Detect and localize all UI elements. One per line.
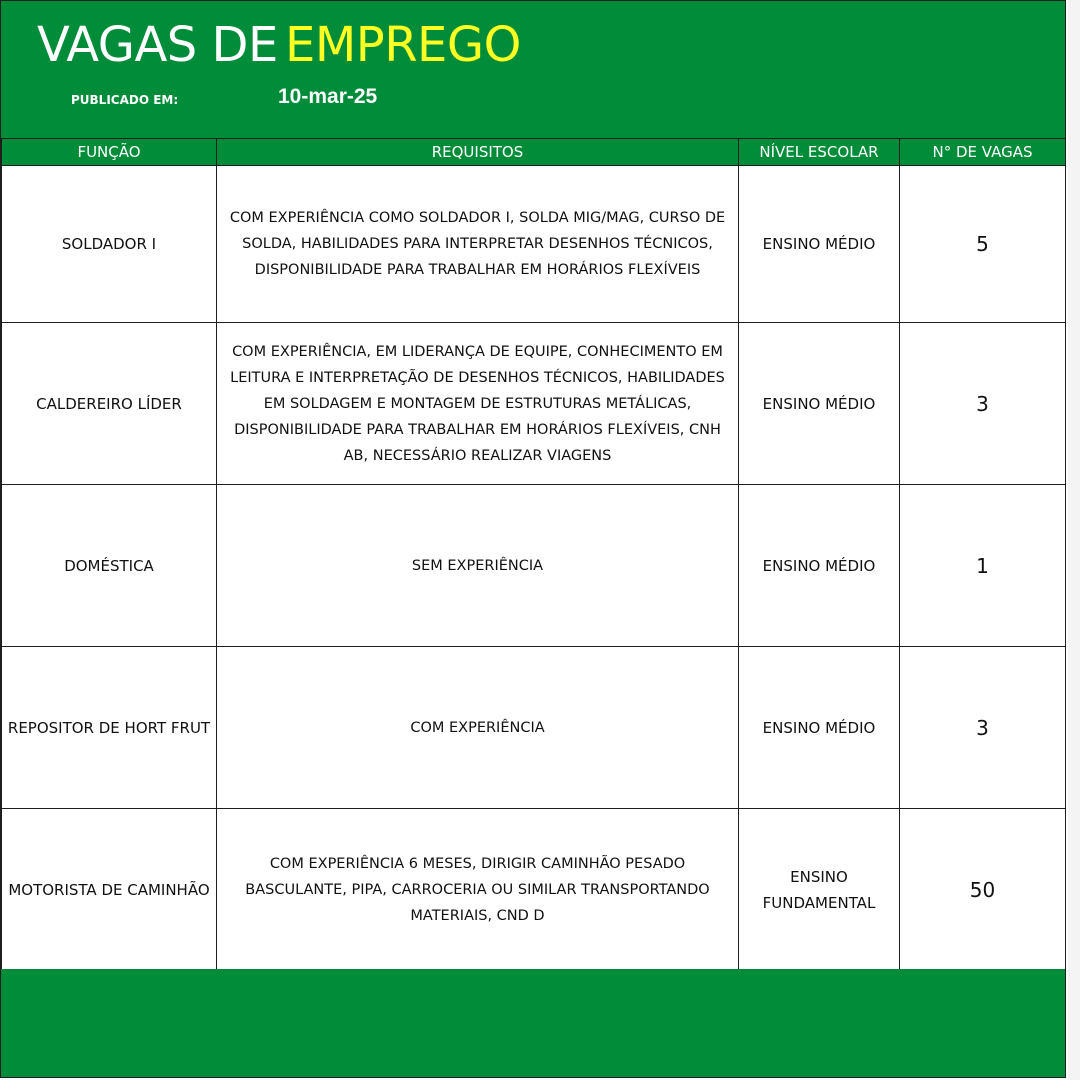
cell-nivel: ENSINO MÉDIO xyxy=(739,647,900,809)
title-emprego: EMPREGO xyxy=(285,17,521,73)
cell-funcao: REPOSITOR DE HORT FRUT xyxy=(2,647,217,809)
published-date: 10-mar-25 xyxy=(278,85,378,108)
job-table xyxy=(1,138,1066,971)
table-row xyxy=(2,323,1066,485)
cell-vagas: 5 xyxy=(900,166,1066,323)
title-vagas-de: VAGAS DE xyxy=(37,17,278,73)
cell-requisitos: COM EXPERIÊNCIA, EM LIDERANÇA DE EQUIPE, CONHECIMENTO EM LEITURA E INTERPRETAÇÃO DE DESENHOS TÉCNICOS, HABILIDADES EM SOLDAGEM E MONTAGEM DE ESTRUTURAS METÁLICAS, DISPONIBILIDADE PARA TRABALHAR EM HORÁRIOS FLEXÍVEIS, CNH AB, NECESSÁRIO REALIZAR VIAGENS xyxy=(217,323,739,485)
column-header-vagas: N° DE VAGAS xyxy=(900,139,1066,166)
cell-vagas: 3 xyxy=(900,647,1066,809)
column-header-nivel-escolar: NÍVEL ESCOLAR xyxy=(739,139,900,166)
table-row xyxy=(2,166,1066,323)
header-banner xyxy=(1,1,1065,138)
right-edge-strip xyxy=(1068,0,1080,1080)
cell-vagas: 3 xyxy=(900,323,1066,485)
column-header-funcao: FUNÇÃO xyxy=(2,139,217,166)
cell-requisitos: COM EXPERIÊNCIA COMO SOLDADOR I, SOLDA MIG/MAG, CURSO DE SOLDA, HABILIDADES PARA INTERPRETAR DESENHOS TÉCNICOS, DISPONIBILIDADE PARA TRABALHAR EM HORÁRIOS FLEXÍVEIS xyxy=(217,166,739,323)
cell-funcao: MOTORISTA DE CAMINHÃO xyxy=(2,809,217,971)
cell-nivel: ENSINO MÉDIO xyxy=(739,166,900,323)
cell-funcao: CALDEREIRO LÍDER xyxy=(2,323,217,485)
table-row xyxy=(2,485,1066,647)
cell-requisitos: COM EXPERIÊNCIA xyxy=(217,647,739,809)
table-header-row xyxy=(2,139,1066,166)
cell-nivel: ENSINO MÉDIO xyxy=(739,485,900,647)
column-header-requisitos: REQUISITOS xyxy=(217,139,739,166)
published-label: PUBLICADO EM: xyxy=(71,93,179,107)
cell-funcao: DOMÉSTICA xyxy=(2,485,217,647)
table-row xyxy=(2,647,1066,809)
cell-requisitos: SEM EXPERIÊNCIA xyxy=(217,485,739,647)
cell-requisitos: COM EXPERIÊNCIA 6 MESES, DIRIGIR CAMINHÃO PESADO BASCULANTE, PIPA, CARROCERIA OU SIMILAR TRANSPORTANDO MATERIAIS, CND D xyxy=(217,809,739,971)
cell-nivel: ENSINO MÉDIO xyxy=(739,323,900,485)
cell-funcao: SOLDADOR I xyxy=(2,166,217,323)
cell-nivel: ENSINO FUNDAMENTAL xyxy=(739,809,900,971)
table-row xyxy=(2,809,1066,971)
cell-vagas: 50 xyxy=(900,809,1066,971)
cell-vagas: 1 xyxy=(900,485,1066,647)
footer-banner xyxy=(1,969,1065,1077)
